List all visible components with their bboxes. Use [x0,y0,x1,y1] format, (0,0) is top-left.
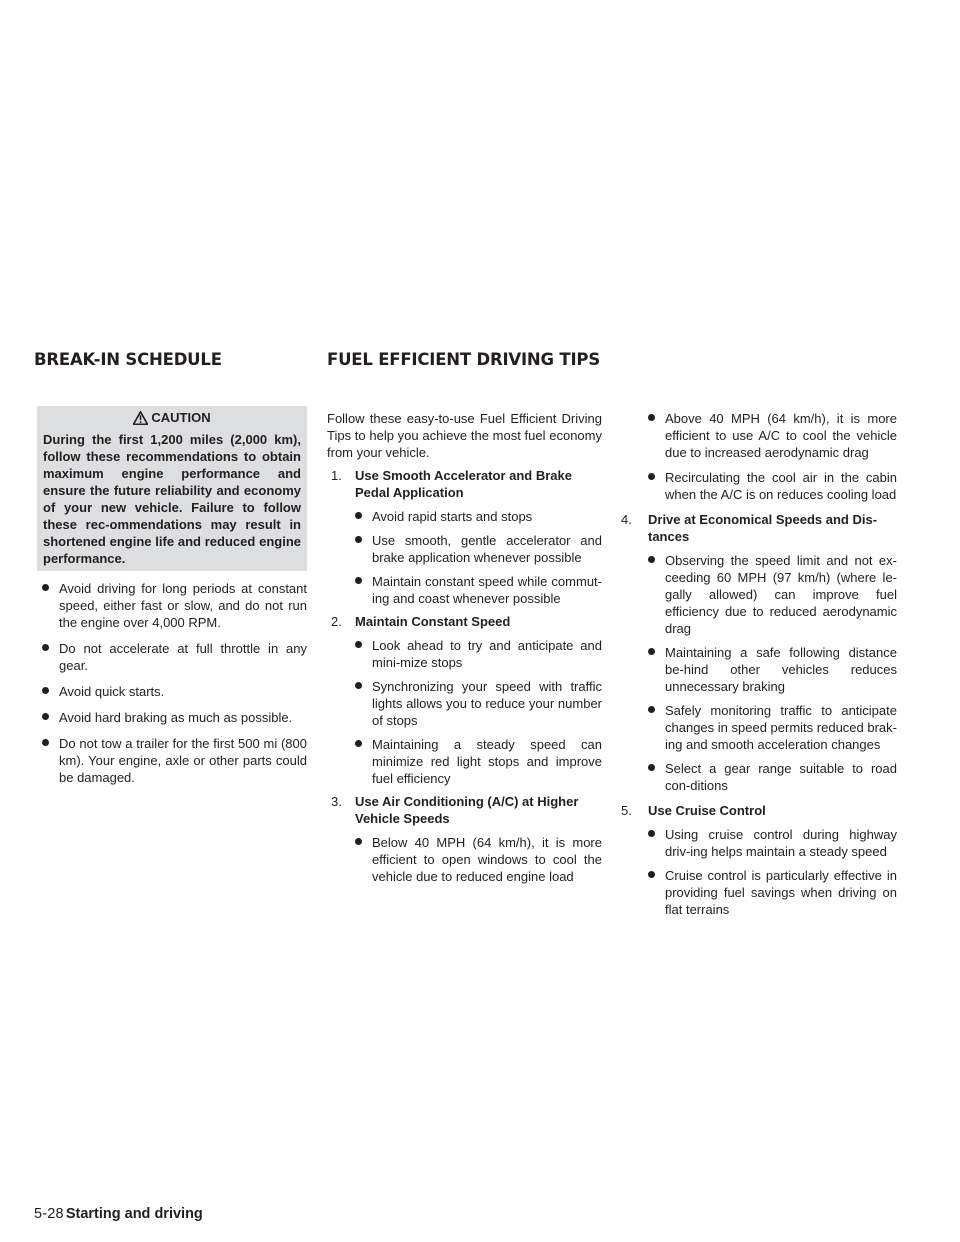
bullet-dot-icon [355,641,362,648]
caution-title [43,406,301,431]
list-item: Cruise control is particularly effective in providing fuel savings when driving on flat terrains [648,867,897,918]
step-number: 1. [331,468,342,483]
bullet-dot-icon [355,682,362,689]
step-title: Drive at Economical Speeds and Dis-tances [648,512,878,544]
step-number: 4. [621,512,632,527]
page-footer [34,1206,203,1222]
heading-fuel-efficient-driving-tips: FUEL EFFICIENT DRIVING TIPS [327,350,600,369]
warning-triangle-icon [133,411,148,425]
step-1 [327,467,602,607]
list-item: Avoid driving for long periods at constant speed, either fast or slow, and do not run the engine over 4,000 RPM. [42,580,307,631]
step-1-list [355,508,602,607]
fuel-tips-column-1 [327,410,602,885]
bullet-dot-icon [648,473,655,480]
fuel-tips-intro: Follow these easy-to-use Fuel Efficient Driving Tips to help you achieve the most fuel economy from your vehicle. [327,411,602,460]
bullet-dot-icon [42,644,49,651]
bullet-dot-icon [42,584,49,591]
list-item: Below 40 MPH (64 km/h), it is more efficient to open windows to cool the vehicle due to reduced engine load [355,834,602,885]
step-title: Use Cruise Control [648,803,766,818]
bullet-dot-icon [42,713,49,720]
step-number: 5. [621,803,632,818]
list-item: Synchronizing your speed with traffic lights allows you to reduce your number of stops [355,678,602,729]
list-item: Recirculating the cool air in the cabin when the A/C is on reduces cooling load [648,469,897,503]
bullet-dot-icon [648,414,655,421]
break-in-list [37,580,307,786]
bullet-dot-icon [648,830,655,837]
step-number: 2. [331,614,342,629]
list-item: Do not accelerate at full throttle in any gear. [42,640,307,674]
list-item: Look ahead to try and anticipate and mini-mize stops [355,637,602,671]
list-item: Maintain constant speed while commut-ing and coast whenever possible [355,573,602,607]
list-item: Avoid rapid starts and stops [355,508,602,525]
list-item: Avoid hard braking as much as possible. [42,709,307,726]
bullet-dot-icon [355,838,362,845]
bullet-dot-icon [648,764,655,771]
bullet-dot-icon [648,871,655,878]
caution-label: CAUTION [151,410,211,425]
step-title: Use Smooth Accelerator and Brake Pedal Application [355,468,572,500]
caution-box [37,406,307,571]
fuel-tips-column-2 [621,410,897,918]
caution-text: During the first 1,200 miles (2,000 km), follow these recommendations to obtain maximum engine performance and ensure the future reliability and economy of your new vehicle. Failure to follow these rec-ommendations may result in shortened engine life and reduced engine performance. [43,432,301,566]
list-item: Do not tow a trailer for the first 500 mi (800 km). Your engine, axle or other parts could be damaged. [42,735,307,786]
list-item: Safely monitoring traffic to anticipate changes in speed permits reduced brak-ing and smooth acceleration changes [648,702,897,753]
break-in-column [37,406,307,786]
bullet-dot-icon [648,556,655,563]
list-item: Select a gear range suitable to road con-ditions [648,760,897,794]
bullet-dot-icon [355,577,362,584]
step-title: Maintain Constant Speed [355,614,511,629]
list-item: Maintaining a safe following distance be-hind other vehicles reduces unnecessary braking [648,644,897,695]
list-item: Using cruise control during highway driv-ing helps maintain a steady speed [648,826,897,860]
step-number: 3. [331,794,342,809]
bullet-dot-icon [42,687,49,694]
step-2-list [355,637,602,787]
bullet-dot-icon [42,739,49,746]
step-4-list [648,552,897,794]
list-item: Use smooth, gentle accelerator and brake application whenever possible [355,532,602,566]
step-3-list [355,834,602,885]
step-4 [621,511,897,794]
bullet-dot-icon [355,740,362,747]
step-3 [327,793,602,885]
section-name: Starting and driving [65,1206,203,1222]
bullet-dot-icon [355,512,362,519]
list-item: Maintaining a steady speed can minimize red light stops and improve fuel efficiency [355,736,602,787]
bullet-dot-icon [648,648,655,655]
step-title: Use Air Conditioning (A/C) at Higher Vehicle Speeds [355,794,579,826]
heading-break-in-schedule: BREAK-IN SCHEDULE [34,350,222,369]
list-item: Above 40 MPH (64 km/h), it is more efficient to use A/C to cool the vehicle due to increased aerodynamic drag [648,410,897,461]
step-2 [327,613,602,787]
list-item: Avoid quick starts. [42,683,307,700]
step-5 [621,802,897,918]
step-3-list-continued [621,410,897,503]
step-5-list [648,826,897,918]
list-item: Observing the speed limit and not ex-ceeding 60 MPH (97 km/h) (where le-gally allowed) can improve fuel efficiency due to reduced aerodynamic drag [648,552,897,637]
bullet-dot-icon [355,536,362,543]
page-number: 5-28 [34,1206,64,1222]
bullet-dot-icon [648,706,655,713]
